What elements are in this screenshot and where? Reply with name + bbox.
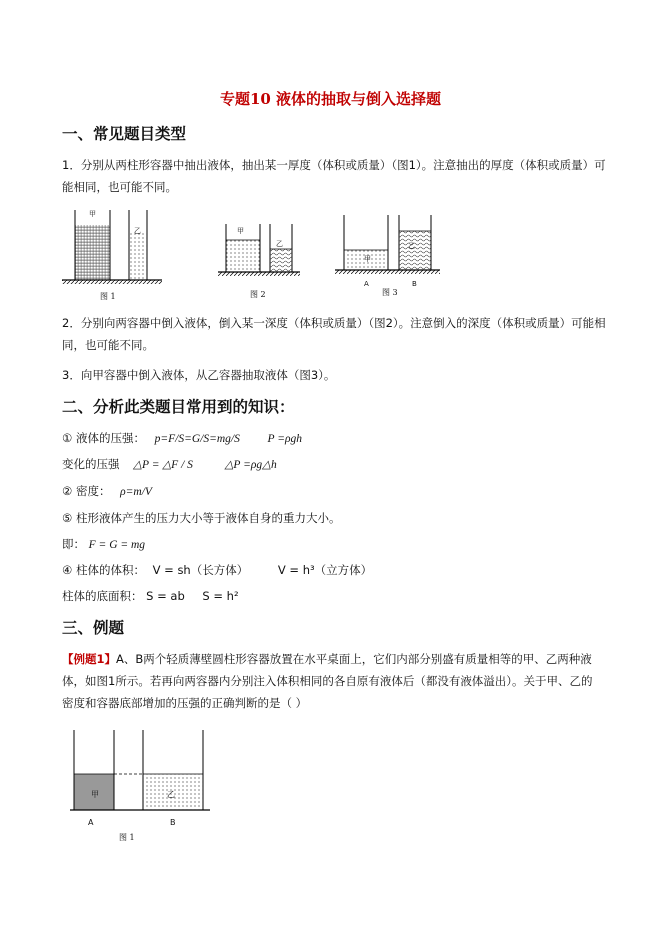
fig1-label-jia: 甲 bbox=[89, 210, 96, 218]
pressure-formula-2: P =ρgh bbox=[267, 433, 303, 445]
figure-3-diagram bbox=[335, 210, 440, 280]
example-tag: 【例题1】 bbox=[62, 652, 117, 666]
area-formula-1: S = ab bbox=[146, 589, 185, 603]
figure-2-diagram bbox=[218, 220, 300, 280]
type-1-line-2: 能相同，也可能不同。 bbox=[62, 180, 177, 194]
pressure-formula-1: p=F/S=G/S=mg/S bbox=[154, 433, 240, 445]
fig2-label-jia: 甲 bbox=[237, 227, 244, 235]
fig3-label-A: A bbox=[364, 280, 369, 288]
type-3-text: 3．向甲容器中倒入液体，从乙容器抽取液体（图3）。 bbox=[62, 368, 336, 382]
fig3-label-B: B bbox=[412, 280, 417, 288]
area-label: 柱体的底面积： bbox=[62, 589, 143, 603]
example-label-yi: 乙 bbox=[167, 790, 175, 799]
knowledge-density bbox=[62, 480, 152, 503]
example-label-jia: 甲 bbox=[91, 790, 99, 799]
knowledge-pressure bbox=[62, 427, 302, 450]
example-label-B: B bbox=[170, 818, 176, 827]
density-label: ② 密度： bbox=[62, 484, 111, 498]
example-1-text bbox=[62, 648, 632, 714]
area-formula-2: S = h² bbox=[202, 589, 239, 603]
type-1-text bbox=[62, 154, 622, 198]
page-title: 专题10 液体的抽取与倒入选择题 bbox=[219, 90, 442, 108]
fig3-label-yi: 乙 bbox=[408, 242, 415, 250]
density-formula: ρ=m/V bbox=[120, 486, 152, 498]
fig1-label-yi: 乙 bbox=[134, 227, 141, 235]
container-jia-liquid bbox=[226, 240, 260, 272]
fig3-caption: 图 3 bbox=[382, 288, 398, 297]
pressure-change-label: 变化的压强 bbox=[62, 457, 120, 471]
force-formula-label: 即： bbox=[62, 537, 85, 551]
section-heading-1: 一、常见题目类型 bbox=[62, 125, 187, 143]
type-2-line-1: 2．分别向两容器中倒入液体，倒入某一深度（体积或质量）（图2）。注意倒入的深度（体积或质量）可能相 bbox=[62, 316, 606, 330]
figure-1-diagram bbox=[62, 205, 162, 305]
fig2-label-yi: 乙 bbox=[276, 240, 283, 248]
fig2-caption: 图 2 bbox=[250, 290, 266, 299]
example-figure-diagram bbox=[70, 725, 210, 820]
knowledge-pressure-change bbox=[62, 453, 277, 476]
container-jia-liquid bbox=[75, 225, 110, 280]
force-formula: F = G = mg bbox=[88, 539, 146, 551]
example-label-A: A bbox=[88, 818, 94, 827]
pressure-change-formula-2: △P =ρg△h bbox=[224, 459, 277, 471]
section-heading-3: 三、例题 bbox=[62, 619, 125, 637]
pressure-change-formula-1: △P = △F / S bbox=[133, 459, 193, 471]
knowledge-force-formula bbox=[62, 533, 145, 556]
knowledge-pressure-label: ① 液体的压强： bbox=[62, 431, 145, 445]
container-yi-liquid bbox=[129, 233, 147, 280]
example-line-3: 密度和容器底部增加的压强的正确判断的是（ ） bbox=[62, 696, 308, 710]
knowledge-force: ⑤ 柱形液体产生的压力大小等于液体自身的重力大小。 bbox=[62, 511, 341, 525]
knowledge-volume bbox=[62, 559, 372, 581]
container-yi-liquid bbox=[270, 249, 292, 272]
type-2-line-2: 同，也可能不同。 bbox=[62, 338, 154, 352]
container-B-liquid bbox=[399, 231, 431, 270]
section-heading-2: 二、分析此类题目常用到的知识： bbox=[62, 398, 295, 416]
example-line-1 bbox=[62, 648, 632, 670]
example-fig-caption: 图 1 bbox=[119, 833, 135, 842]
example-line-2: 体，如图1所示。若再向两容器内分别注入体积相同的各自原有液体后（都没有液体溢出）。关于甲、乙的 bbox=[62, 674, 593, 688]
type-2-text bbox=[62, 312, 622, 356]
knowledge-area bbox=[62, 585, 239, 607]
example-line-1-text: A、B两个轻质薄壁圆柱形容器放置在水平桌面上，它们内部分别盛有质量相等的甲、乙两种液 bbox=[116, 652, 592, 666]
fig1-caption: 图 1 bbox=[100, 292, 116, 301]
volume-label: ④ 柱体的体积： bbox=[62, 563, 145, 577]
volume-formula-1: V = sh（长方体） bbox=[152, 563, 249, 577]
fig3-label-jia: 甲 bbox=[364, 255, 371, 263]
type-1-line-1: 1．分别从两柱形容器中抽出液体，抽出某一厚度（体积或质量）（图1）。注意抽出的厚度（体积或质量）可 bbox=[62, 158, 606, 172]
volume-formula-2: V = h³（立方体） bbox=[277, 563, 373, 577]
